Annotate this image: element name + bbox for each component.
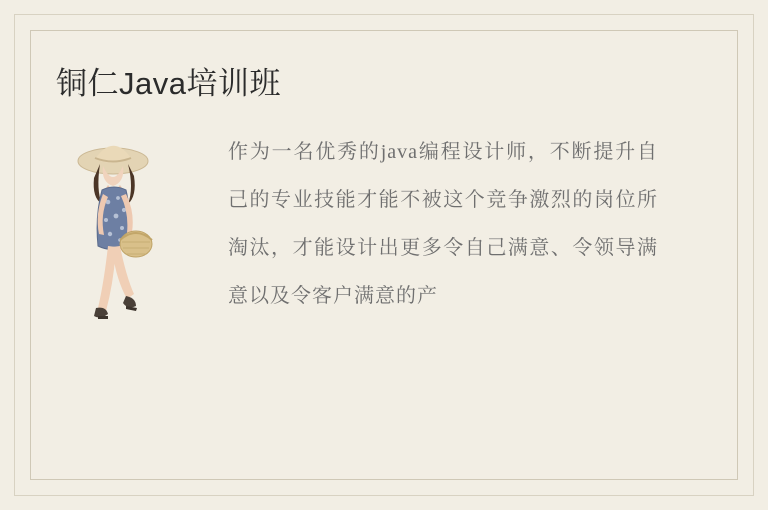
woman-with-sunhat-and-basket-photo [56,128,196,378]
body-paragraph: 作为一名优秀的java编程设计师，不断提升自己的专业技能才能不被这个竞争激烈的岗位所淘汰，才能设计出更多令自己满意、令领导满意以及令客户满意的产 [228,141,658,307]
page-title: 铜仁Java培训班 [56,66,281,101]
content-area [56,128,712,378]
